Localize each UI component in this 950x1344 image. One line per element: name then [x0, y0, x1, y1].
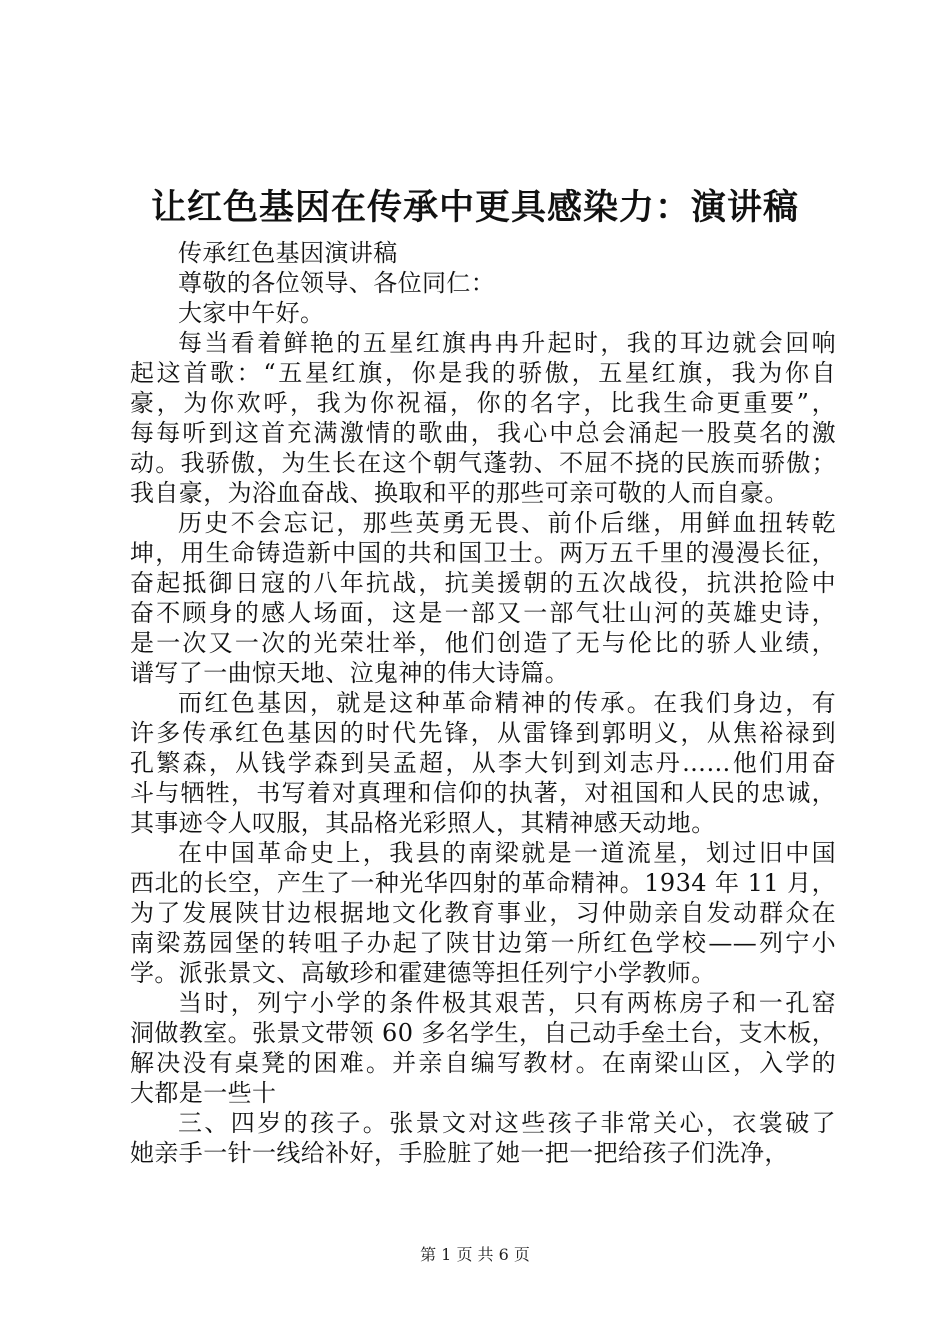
text-line: 学。派张景文、高敏珍和霍建德等担任列宁小学教师。 [130, 959, 716, 987]
text-line: 我自豪，为浴血奋战、换取和平的那些可亲可敬的人而自豪。 [130, 479, 789, 507]
document-title: 让红色基因在传承中更具感染力：演讲稿 [150, 187, 799, 228]
text-line: 为了发展陕甘边根据地文化教育事业，习仲勋亲自发动群众在 [130, 899, 836, 927]
text-line: 孔繁森，从钱学森到吴孟超，从李大钊到刘志丹……他们用奋 [130, 749, 836, 777]
text-line: 尊敬的各位领导、各位同仁： [178, 269, 496, 297]
page-footer: 第 1 页 共 6 页 [420, 1245, 530, 1264]
text-line: 解决没有桌凳的困难。并亲自编写教材。在南梁山区，入学的 [130, 1049, 836, 1077]
document-body [130, 238, 836, 1168]
text-line: 她亲手一针一线给补好，手脸脏了她一把一把给孩子们洗净， [130, 1139, 789, 1167]
text-line: 斗与牺牲，书写着对真理和信仰的执著，对祖国和人民的忠诚， [130, 779, 836, 807]
text-line: 传承红色基因演讲稿 [178, 239, 398, 267]
text-line: 奋不顾身的感人场面，这是一部又一部气壮山河的英雄史诗， [130, 599, 836, 627]
text-line: 大家中午好。 [178, 299, 325, 327]
text-line: 每每听到这首充满激情的歌曲，我心中总会涌起一股莫名的激 [130, 419, 836, 447]
text-line: 大都是一些十 [130, 1079, 277, 1107]
text-line: 洞做教室。张景文带领 60 多名学生，自己动手垒土台，支木板， [130, 1019, 836, 1047]
text-line: 豪，为你欢呼，我为你祝福，你的名字，比我生命更重要”， [130, 389, 836, 417]
text-line: 当时，列宁小学的条件极其艰苦，只有两栋房子和一孔窑 [178, 989, 836, 1017]
text-line: 奋起抵御日寇的八年抗战，抗美援朝的五次战役，抗洪抢险中 [130, 569, 836, 597]
text-line: 每当看着鲜艳的五星红旗冉冉升起时，我的耳边就会回响 [178, 329, 836, 357]
text-line: 三、四岁的孩子。张景文对这些孩子非常关心，衣裳破了 [178, 1109, 836, 1137]
text-line: 谱写了一曲惊天地、泣鬼神的伟大诗篇。 [130, 659, 570, 687]
text-line: 历史不会忘记，那些英勇无畏、前仆后继，用鲜血扭转乾 [178, 509, 836, 537]
text-line: 而红色基因，就是这种革命精神的传承。在我们身边，有 [178, 689, 836, 717]
text-line: 起这首歌：“五星红旗，你是我的骄傲，五星红旗，我为你自 [130, 359, 836, 387]
text-line: 在中国革命史上，我县的南梁就是一道流星，划过旧中国 [178, 839, 836, 867]
text-line: 南梁荔园堡的转咀子办起了陕甘边第一所红色学校——列宁小 [130, 929, 836, 957]
text-line: 是一次又一次的光荣壮举，他们创造了无与伦比的骄人业绩， [130, 629, 836, 657]
text-line: 坤，用生命铸造新中国的共和国卫士。两万五千里的漫漫长征， [130, 539, 836, 567]
text-line: 西北的长空，产生了一种光华四射的革命精神。1934 年 11 月， [130, 869, 836, 897]
text-line: 动。我骄傲，为生长在这个朝气蓬勃、不屈不挠的民族而骄傲； [130, 449, 836, 477]
text-line: 许多传承红色基因的时代先锋，从雷锋到郭明义，从焦裕禄到 [130, 719, 836, 747]
text-line: 其事迹令人叹服，其品格光彩照人，其精神感天动地。 [130, 809, 716, 837]
